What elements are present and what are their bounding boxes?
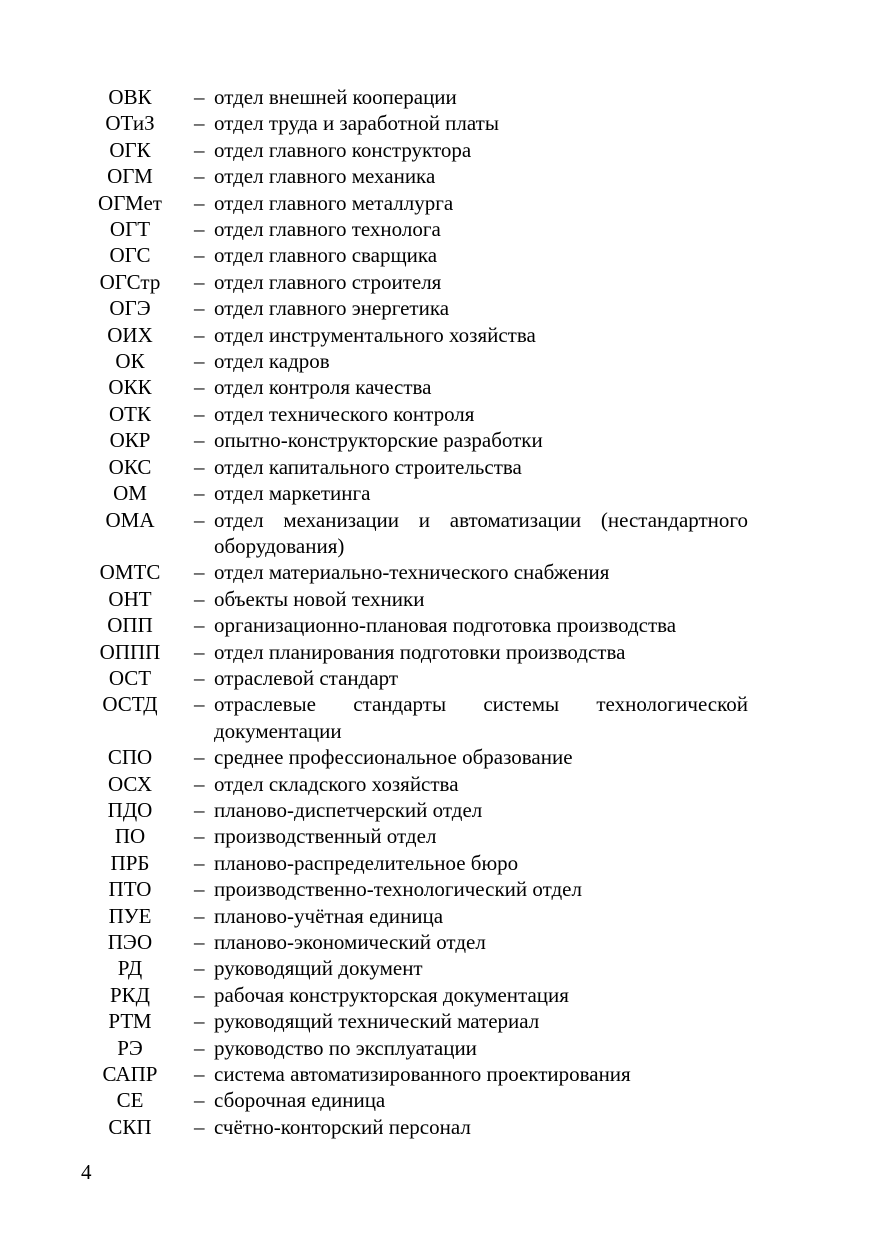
abbreviation-definition	[194, 850, 748, 876]
definition-dash: –	[194, 903, 205, 928]
definition-dash: –	[194, 560, 205, 585]
abbreviation-entry	[88, 163, 748, 189]
abbreviation-entry	[88, 427, 748, 453]
abbreviation-definition	[194, 348, 748, 374]
definition-text: отдел труда и заработной платы	[214, 111, 499, 136]
definition-text: счётно-конторский персонал	[214, 1114, 471, 1139]
abbreviation-term: ОГТ	[109, 217, 151, 242]
abbreviation-entry	[88, 850, 748, 876]
definition-dash: –	[194, 1035, 205, 1060]
abbreviation-definition	[194, 691, 748, 744]
definition-dash: –	[194, 824, 205, 849]
abbreviation-term: ОНТ	[108, 586, 152, 611]
definition-dash: –	[194, 639, 205, 664]
definition-text: сборочная единица	[214, 1088, 386, 1113]
abbreviation-definition	[194, 1114, 748, 1140]
abbreviation-entry	[88, 454, 748, 480]
abbreviation-term: ОТиЗ	[105, 111, 155, 136]
abbreviation-definition	[194, 612, 748, 638]
definition-dash: –	[194, 164, 205, 189]
abbreviation-definition	[194, 374, 748, 400]
abbreviation-list	[88, 84, 748, 1140]
abbreviation-definition	[194, 903, 748, 929]
definition-dash: –	[194, 1088, 205, 1113]
definition-text: отдел кадров	[214, 349, 330, 374]
definition-text: руководство по эксплуатации	[214, 1035, 477, 1060]
definition-text: отдел складского хозяйства	[214, 771, 459, 796]
definition-text: производственный отдел	[214, 824, 437, 849]
definition-dash: –	[194, 375, 205, 400]
definition-dash: –	[194, 85, 205, 109]
definition-text: планово-диспетчерский отдел	[214, 797, 483, 822]
definition-text: руководящий документ	[214, 956, 423, 981]
definition-text: объекты новой техники	[214, 586, 425, 611]
abbreviation-entry	[88, 507, 748, 560]
definition-text: отдел главного конструктора	[214, 137, 472, 162]
abbreviation-definition	[194, 1035, 748, 1061]
abbreviation-definition	[194, 955, 748, 981]
abbreviation-term: САПР	[102, 1062, 158, 1087]
abbreviation-term: ОППП	[99, 639, 161, 664]
abbreviation-term: ОКС	[108, 454, 152, 479]
definition-dash: –	[194, 243, 205, 268]
abbreviation-term: ОГСтр	[99, 269, 161, 294]
definition-text: отраслевые стандарты системы технологической документации	[214, 692, 748, 743]
definition-text: руководящий технический материал	[214, 1009, 540, 1034]
abbreviation-term: ОКК	[108, 375, 152, 400]
abbreviation-term: ОГС	[109, 243, 151, 268]
abbreviation-entry	[88, 110, 748, 136]
definition-text: отдел внешней кооперации	[214, 85, 457, 109]
abbreviation-definition	[194, 137, 748, 163]
abbreviation-definition	[194, 982, 748, 1008]
abbreviation-term: РКД	[109, 982, 150, 1007]
definition-text: организационно-плановая подготовка производства	[214, 613, 677, 638]
definition-dash: –	[194, 877, 205, 902]
abbreviation-term: ПЭО	[107, 930, 153, 954]
abbreviation-term: СПО	[107, 745, 153, 770]
definition-dash: –	[194, 745, 205, 770]
definition-dash: –	[194, 771, 205, 796]
definition-dash: –	[194, 454, 205, 479]
abbreviation-entry	[88, 190, 748, 216]
abbreviation-definition	[194, 401, 748, 427]
abbreviation-definition	[194, 480, 748, 506]
definition-dash: –	[194, 586, 205, 611]
abbreviation-definition	[194, 269, 748, 295]
abbreviation-definition	[194, 242, 748, 268]
definition-text: отдел главного технолога	[214, 217, 441, 242]
definition-text: планово-учётная единица	[214, 903, 444, 928]
abbreviation-definition	[194, 744, 748, 770]
definition-text: отдел маркетинга	[214, 481, 371, 506]
abbreviation-term: ПДО	[107, 797, 153, 822]
abbreviation-term: ОИХ	[107, 322, 153, 347]
abbreviation-definition	[194, 665, 748, 691]
abbreviation-entry	[88, 137, 748, 163]
abbreviation-entry	[88, 876, 748, 902]
abbreviation-definition	[194, 427, 748, 453]
definition-text: отдел контроля качества	[214, 375, 432, 400]
abbreviation-entry	[88, 242, 748, 268]
abbreviation-entry	[88, 322, 748, 348]
definition-dash: –	[194, 428, 205, 453]
abbreviation-term: РЭ	[117, 1035, 143, 1060]
abbreviation-entry	[88, 639, 748, 665]
definition-text: отдел главного строителя	[214, 269, 442, 294]
abbreviation-definition	[194, 797, 748, 823]
abbreviation-term: ОТК	[109, 401, 151, 426]
abbreviation-entry	[88, 665, 748, 691]
abbreviation-entry	[88, 691, 748, 744]
abbreviation-term: ОГМет	[98, 190, 162, 215]
definition-text: отдел главного сварщика	[214, 243, 438, 268]
abbreviation-entry	[88, 1087, 748, 1113]
abbreviation-term: СКП	[108, 1114, 152, 1139]
abbreviation-term: ОК	[115, 349, 145, 374]
definition-text: отдел главного энергетика	[214, 296, 450, 321]
definition-dash: –	[194, 850, 205, 875]
abbreviation-entry	[88, 1008, 748, 1034]
definition-dash: –	[194, 613, 205, 638]
abbreviation-entry	[88, 797, 748, 823]
abbreviation-entry	[88, 216, 748, 242]
abbreviation-definition	[194, 1008, 748, 1034]
abbreviation-definition	[194, 507, 748, 560]
definition-dash: –	[194, 982, 205, 1007]
abbreviation-term: ОСХ	[107, 771, 153, 796]
abbreviation-term: ОГЭ	[109, 296, 151, 321]
abbreviation-definition	[194, 559, 748, 585]
abbreviation-term: ОВК	[108, 85, 152, 109]
abbreviation-term: ОКР	[109, 428, 151, 453]
abbreviation-entry	[88, 348, 748, 374]
definition-text: отраслевой стандарт	[214, 665, 399, 690]
abbreviation-term: ПТО	[108, 877, 152, 902]
definition-text: отдел механизации и автоматизации (нестандартного оборудования)	[214, 507, 748, 558]
abbreviation-entry	[88, 295, 748, 321]
definition-text: планово-распределительное бюро	[214, 850, 519, 875]
abbreviation-entry	[88, 480, 748, 506]
definition-text: планово-экономический отдел	[214, 930, 486, 954]
definition-dash: –	[194, 269, 205, 294]
abbreviation-entry	[88, 1035, 748, 1061]
definition-text: среднее профессиональное образование	[214, 745, 573, 770]
definition-dash: –	[194, 507, 205, 532]
definition-text: отдел материально-технического снабжения	[214, 560, 610, 585]
definition-text: отдел планирования подготовки производства	[214, 639, 626, 664]
abbreviation-entry	[88, 929, 748, 955]
abbreviation-definition	[194, 586, 748, 612]
page-number: 4	[81, 1160, 92, 1184]
abbreviation-entry	[88, 586, 748, 612]
definition-text: производственно-технологический отдел	[214, 877, 582, 902]
definition-dash: –	[194, 217, 205, 242]
abbreviation-entry	[88, 401, 748, 427]
definition-text: опытно-конструкторские разработки	[214, 428, 543, 453]
definition-text: отдел инструментального хозяйства	[214, 322, 536, 347]
abbreviation-term: ОГМ	[107, 164, 153, 189]
definition-dash: –	[194, 296, 205, 321]
abbreviation-entry	[88, 955, 748, 981]
abbreviation-entry	[88, 771, 748, 797]
abbreviation-definition	[194, 929, 748, 955]
abbreviation-term: ОМТС	[99, 560, 161, 585]
definition-dash: –	[194, 692, 205, 717]
definition-text: рабочая конструкторская документация	[214, 982, 569, 1007]
abbreviation-definition	[194, 1087, 748, 1113]
abbreviation-definition	[194, 163, 748, 189]
abbreviation-entry	[88, 612, 748, 638]
abbreviation-term: РТМ	[108, 1009, 152, 1034]
abbreviation-entry	[88, 982, 748, 1008]
abbreviation-term: СЕ	[116, 1088, 144, 1113]
abbreviation-entry	[88, 374, 748, 400]
abbreviation-entry	[88, 903, 748, 929]
definition-dash: –	[194, 137, 205, 162]
abbreviation-definition	[194, 295, 748, 321]
abbreviation-term: ПУЕ	[108, 903, 152, 928]
definition-dash: –	[194, 930, 205, 954]
abbreviation-definition	[194, 190, 748, 216]
abbreviation-entry	[88, 84, 748, 110]
abbreviation-entry	[88, 1114, 748, 1140]
abbreviation-term: ПРБ	[110, 850, 150, 875]
abbreviation-definition	[194, 1061, 748, 1087]
abbreviation-definition	[194, 216, 748, 242]
abbreviation-definition	[194, 876, 748, 902]
abbreviation-term: ПО	[114, 824, 146, 849]
abbreviation-term: ОСТ	[108, 665, 152, 690]
abbreviation-entry	[88, 744, 748, 770]
definition-dash: –	[194, 956, 205, 981]
definition-dash: –	[194, 1114, 205, 1139]
definition-dash: –	[194, 111, 205, 136]
definition-dash: –	[194, 349, 205, 374]
definition-dash: –	[194, 1009, 205, 1034]
definition-dash: –	[194, 401, 205, 426]
abbreviation-term: ОСТД	[102, 692, 158, 717]
definition-text: отдел технического контроля	[214, 401, 475, 426]
abbreviation-definition	[194, 110, 748, 136]
definition-text: отдел главного металлурга	[214, 190, 454, 215]
definition-text: система автоматизированного проектирования	[214, 1062, 631, 1087]
abbreviation-entry	[88, 1061, 748, 1087]
abbreviation-definition	[194, 823, 748, 849]
definition-dash: –	[194, 665, 205, 690]
abbreviation-term: ОГК	[109, 137, 151, 162]
abbreviation-definition	[194, 322, 748, 348]
definition-dash: –	[194, 190, 205, 215]
definition-text: отдел капитального строительства	[214, 454, 522, 479]
abbreviation-definition	[194, 639, 748, 665]
abbreviation-term: РД	[117, 956, 143, 981]
abbreviation-term: ОПП	[107, 613, 153, 638]
abbreviation-term: ОМА	[105, 507, 155, 532]
abbreviation-definition	[194, 454, 748, 480]
abbreviation-term: ОМ	[113, 481, 147, 506]
abbreviation-definition	[194, 771, 748, 797]
definition-dash: –	[194, 322, 205, 347]
definition-text: отдел главного механика	[214, 164, 436, 189]
definition-dash: –	[194, 797, 205, 822]
definition-dash: –	[194, 1062, 205, 1087]
abbreviation-entry	[88, 269, 748, 295]
abbreviation-definition	[194, 84, 748, 110]
abbreviation-entry	[88, 823, 748, 849]
abbreviation-entry	[88, 559, 748, 585]
definition-dash: –	[194, 481, 205, 506]
